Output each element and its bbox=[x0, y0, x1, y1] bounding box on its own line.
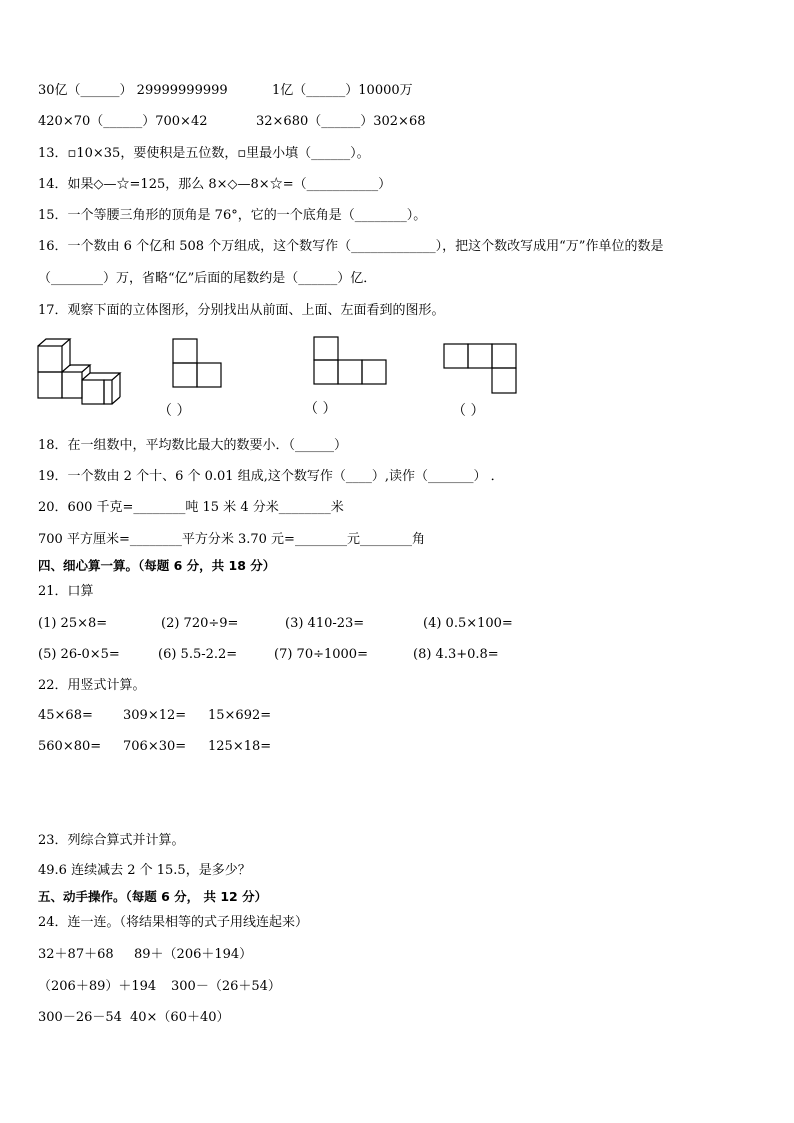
oral-item: (3) 410-23= bbox=[285, 616, 365, 631]
oral-item: (1) 25×8= bbox=[38, 616, 108, 631]
question-18: 18．在一组数中，平均数比最大的数要小．（______） bbox=[38, 438, 348, 453]
oral-item: (8) 4.3+0.8= bbox=[413, 647, 499, 662]
connect-expr: 300－（26＋54） bbox=[171, 979, 281, 994]
oral-item: (2) 720÷9= bbox=[161, 616, 239, 631]
connect-expr: 300－26－54 bbox=[38, 1010, 122, 1025]
question-19: 19．一个数由 2 个十、6 个 0.01 组成,这个数写作（____）,读作（_______） ． bbox=[38, 469, 504, 484]
vertical-item: 560×80= bbox=[38, 739, 102, 754]
section-5-heading: 五、动手操作。（每题 6 分， 共 12 分） bbox=[38, 889, 268, 904]
oral-item: (7) 70÷1000= bbox=[274, 647, 368, 662]
connect-expr: 89＋（206＋194） bbox=[134, 947, 253, 962]
compare-2b: 32×680（______）302×68 bbox=[256, 114, 426, 129]
question-14: 14．如果◇—☆=125，那么 8×◇—8×☆=（___________） bbox=[38, 177, 392, 192]
oral-item: (6) 5.5-2.2= bbox=[158, 647, 238, 662]
question-17: 17．观察下面的立体图形，分别找出从前面、上面、左面看到的图形。 bbox=[38, 303, 445, 318]
oral-item: (4) 0.5×100= bbox=[423, 616, 513, 631]
vertical-item: 45×68= bbox=[38, 708, 93, 723]
view-figure-b bbox=[313, 336, 389, 386]
vertical-item: 309×12= bbox=[123, 708, 187, 723]
compare-1b: 1亿（______）10000万 bbox=[272, 83, 413, 98]
question-15: 15．一个等腰三角形的顶角是 76°，它的一个底角是（________）。 bbox=[38, 208, 427, 223]
view-figure-c bbox=[443, 343, 521, 395]
compare-2a: 420×70（______）700×42 bbox=[38, 114, 208, 129]
vertical-item: 15×692= bbox=[208, 708, 272, 723]
vertical-item: 706×30= bbox=[123, 739, 187, 754]
question-16-line-2: （________）万，省略“亿”后面的尾数约是（______）亿． bbox=[38, 271, 377, 286]
view-figure-a bbox=[172, 338, 226, 388]
question-20-line-2: 700 平方厘米=________平方分米 3.70 元=________元________角 bbox=[38, 532, 425, 547]
question-24: 24．连一连。（将结果相等的式子用线连起来） bbox=[38, 915, 309, 930]
question-16-line-1: 16．一个数由 6 个亿和 508 个万组成，这个数写作（_____________），把这个数改写成用“万”作单位的数是 bbox=[38, 239, 664, 254]
question-22: 22．用竖式计算。 bbox=[38, 678, 146, 693]
question-20-line-1: 20．600 千克=________吨 15 米 4 分米________米 bbox=[38, 500, 344, 515]
compare-line-2 bbox=[38, 113, 426, 131]
solid-figure bbox=[36, 336, 126, 408]
answer-paren-2: （ ） bbox=[304, 401, 337, 417]
answer-paren-3: （ ） bbox=[452, 403, 485, 419]
question-21: 21．口算 bbox=[38, 584, 94, 599]
compare-line-1 bbox=[38, 82, 413, 100]
vertical-item: 125×18= bbox=[208, 739, 272, 754]
question-23: 23．列综合算式并计算。 bbox=[38, 833, 185, 848]
answer-paren-1: （ ） bbox=[158, 403, 191, 419]
compare-1a: 30亿（______） 29999999999 bbox=[38, 83, 228, 98]
question-13: 13．▫10×35，要使积是五位数，▫里最小填（______）。 bbox=[38, 146, 370, 161]
connect-expr: 40×（60＋40） bbox=[130, 1010, 230, 1025]
connect-expr: （206＋89）＋194 bbox=[38, 979, 157, 994]
section-4-heading: 四、细心算一算。（每题 6 分，共 18 分） bbox=[38, 558, 276, 573]
oral-item: (5) 26-0×5= bbox=[38, 647, 120, 662]
question-23-text: 49.6 连续减去 2 个 15.5，是多少？ bbox=[38, 863, 251, 878]
connect-expr: 32＋87＋68 bbox=[38, 947, 114, 962]
